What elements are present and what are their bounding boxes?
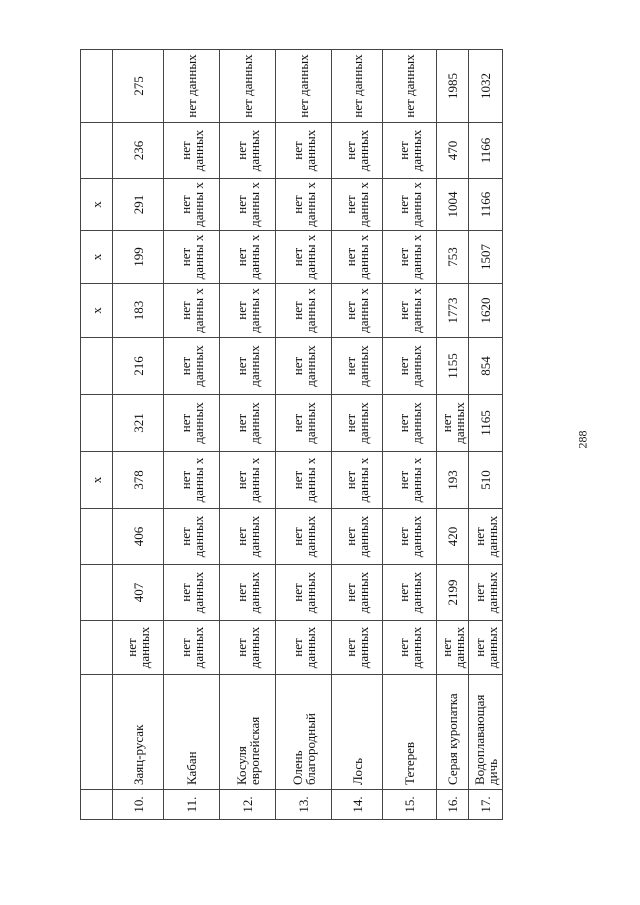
data-cell: нет данных: [383, 123, 437, 179]
data-cell: [81, 123, 113, 179]
table-row: [164, 50, 220, 820]
data-cell: нет данных: [113, 621, 164, 675]
data-cell: нет данны х: [276, 452, 332, 509]
data-cell: нет данных: [276, 50, 332, 123]
data-cell: 1165: [469, 395, 503, 452]
data-cell: [81, 509, 113, 565]
data-cell: нет данных: [332, 565, 383, 621]
data-cell: 1166: [469, 179, 503, 231]
data-cell: 183: [113, 284, 164, 338]
data-cell: нет данных: [276, 338, 332, 395]
data-cell: нет данных: [276, 509, 332, 565]
data-cell: нет данны х: [164, 231, 220, 284]
data-cell: нет данны х: [220, 231, 276, 284]
table-row: [113, 50, 164, 820]
data-cell: 420: [437, 509, 469, 565]
data-cell: нет данных: [164, 395, 220, 452]
data-cell: 510: [469, 452, 503, 509]
data-cell: нет данных: [469, 509, 503, 565]
data-cell: нет данны х: [276, 179, 332, 231]
species-name-cell: Водоплавающая дичь: [469, 675, 503, 790]
data-cell: нет данны х: [220, 284, 276, 338]
row-number-cell: 10.: [113, 790, 164, 820]
data-cell: нет данных: [332, 621, 383, 675]
table-row: [383, 50, 437, 820]
table-body: [81, 50, 503, 820]
table-row: [437, 50, 469, 820]
species-name-cell: Тетерев: [383, 675, 437, 790]
data-cell: 1507: [469, 231, 503, 284]
data-cell: 275: [113, 50, 164, 123]
data-cell: нет данных: [220, 565, 276, 621]
data-cell: нет данны х: [332, 179, 383, 231]
data-cell: нет данны х: [276, 231, 332, 284]
data-cell: 378: [113, 452, 164, 509]
data-cell: нет данны х: [383, 452, 437, 509]
data-cell: нет данных: [332, 50, 383, 123]
data-cell: нет данных: [164, 50, 220, 123]
table-row: [332, 50, 383, 820]
data-cell: х: [81, 231, 113, 284]
data-cell: нет данных: [276, 621, 332, 675]
data-cell: нет данных: [164, 338, 220, 395]
species-name-cell: Заяц-русак: [113, 675, 164, 790]
data-cell: 1155: [437, 338, 469, 395]
data-cell: нет данных: [220, 123, 276, 179]
data-cell: нет данных: [164, 565, 220, 621]
data-cell: нет данны х: [164, 179, 220, 231]
data-cell: нет данных: [276, 565, 332, 621]
data-cell: 854: [469, 338, 503, 395]
data-cell: 291: [113, 179, 164, 231]
data-cell: нет данных: [437, 395, 469, 452]
data-cell: нет данных: [383, 509, 437, 565]
data-cell: нет данных: [220, 395, 276, 452]
species-name-cell: Серая куропатка: [437, 675, 469, 790]
table-row: [220, 50, 276, 820]
data-cell: 216: [113, 338, 164, 395]
game-census-table: [80, 49, 503, 820]
row-number-cell: 14.: [332, 790, 383, 820]
data-cell: нет данных: [220, 509, 276, 565]
species-name-cell: [81, 675, 113, 790]
row-number-cell: 15.: [383, 790, 437, 820]
species-name-cell: Олень благородный: [276, 675, 332, 790]
data-cell: [81, 395, 113, 452]
data-cell: нет данных: [332, 395, 383, 452]
data-cell: нет данны х: [220, 452, 276, 509]
data-cell: 321: [113, 395, 164, 452]
data-cell: 753: [437, 231, 469, 284]
data-cell: нет данных: [469, 565, 503, 621]
data-cell: нет данны х: [383, 284, 437, 338]
data-cell: нет данных: [276, 395, 332, 452]
data-cell: 1985: [437, 50, 469, 123]
row-number-cell: 16.: [437, 790, 469, 820]
data-cell: 1166: [469, 123, 503, 179]
data-cell: [81, 338, 113, 395]
row-number-cell: 17.: [469, 790, 503, 820]
data-cell: нет данны х: [164, 284, 220, 338]
rotated-table-wrapper: [80, 50, 500, 820]
data-cell: 1773: [437, 284, 469, 338]
data-cell: нет данных: [383, 395, 437, 452]
data-cell: нет данны х: [332, 452, 383, 509]
data-cell: х: [81, 284, 113, 338]
data-cell: нет данных: [164, 123, 220, 179]
data-cell: нет данных: [164, 509, 220, 565]
data-cell: х: [81, 452, 113, 509]
data-cell: х: [81, 179, 113, 231]
data-cell: нет данны х: [383, 179, 437, 231]
data-cell: нет данных: [220, 621, 276, 675]
data-cell: нет данных: [332, 509, 383, 565]
data-cell: нет данны х: [220, 179, 276, 231]
data-cell: 406: [113, 509, 164, 565]
data-cell: нет данных: [383, 565, 437, 621]
data-cell: 470: [437, 123, 469, 179]
row-number-cell: 13.: [276, 790, 332, 820]
data-cell: нет данны х: [383, 231, 437, 284]
data-cell: 193: [437, 452, 469, 509]
species-name-cell: Лось: [332, 675, 383, 790]
data-cell: 1004: [437, 179, 469, 231]
row-number-cell: 12.: [220, 790, 276, 820]
data-cell: [81, 565, 113, 621]
data-cell: 407: [113, 565, 164, 621]
data-cell: нет данны х: [164, 452, 220, 509]
data-cell: нет данных: [220, 50, 276, 123]
species-name-cell: Косуля европейская: [220, 675, 276, 790]
data-cell: 1032: [469, 50, 503, 123]
table-row: [276, 50, 332, 820]
data-cell: нет данных: [469, 621, 503, 675]
data-cell: нет данны х: [332, 284, 383, 338]
data-cell: нет данных: [437, 621, 469, 675]
page-number: 288: [575, 430, 590, 449]
data-cell: нет данны х: [276, 284, 332, 338]
data-cell: нет данных: [332, 338, 383, 395]
species-name-cell: Кабан: [164, 675, 220, 790]
row-number-cell: 11.: [164, 790, 220, 820]
table-row: [81, 50, 113, 820]
data-cell: нет данных: [383, 621, 437, 675]
data-cell: [81, 50, 113, 123]
row-number-cell: [81, 790, 113, 820]
data-cell: [81, 621, 113, 675]
table-row: [469, 50, 503, 820]
data-cell: 2199: [437, 565, 469, 621]
data-cell: нет данны х: [332, 231, 383, 284]
data-cell: нет данных: [164, 621, 220, 675]
data-cell: 1620: [469, 284, 503, 338]
data-cell: нет данных: [220, 338, 276, 395]
data-cell: нет данных: [383, 50, 437, 123]
data-cell: 236: [113, 123, 164, 179]
data-cell: 199: [113, 231, 164, 284]
data-cell: нет данных: [383, 338, 437, 395]
data-cell: нет данных: [276, 123, 332, 179]
data-cell: нет данных: [332, 123, 383, 179]
